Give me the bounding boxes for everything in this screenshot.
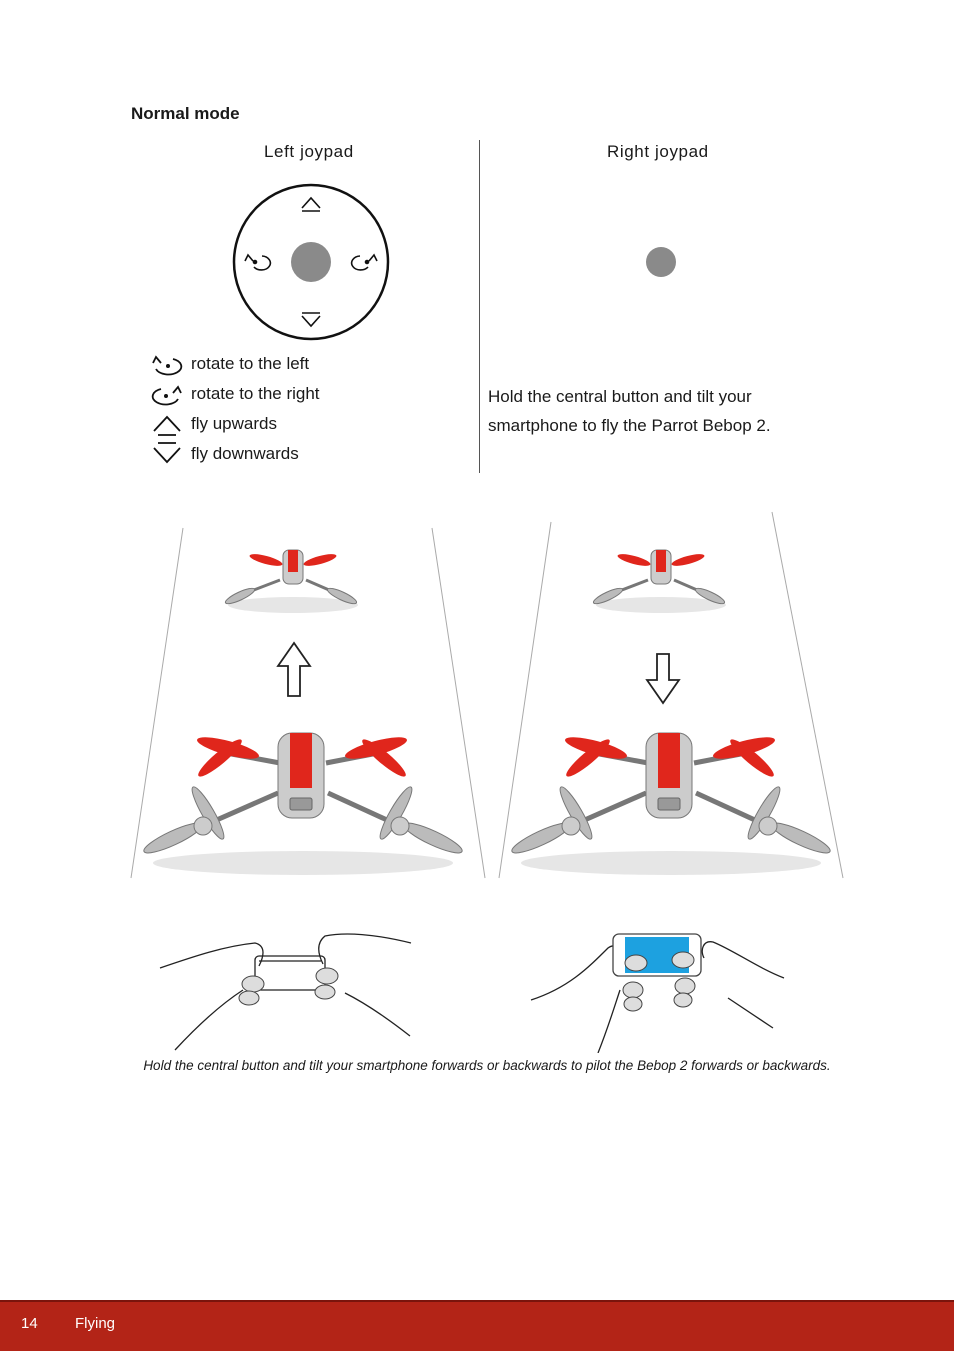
legend-row-fly-down bbox=[150, 439, 299, 469]
arrow-down-icon bbox=[150, 440, 184, 468]
right-joypad-title: Right joypad bbox=[607, 142, 709, 161]
legend-row-rotate-left bbox=[150, 349, 309, 379]
rotate-right-icon bbox=[150, 380, 184, 408]
rotate-left-icon bbox=[150, 350, 184, 378]
illustration-caption: Hold the central button and tilt your smartphone forwards or backwards to pilot the Bebop 2 forwards or backwards. bbox=[143, 1058, 831, 1073]
section-title: Normal mode bbox=[131, 104, 240, 123]
page-footer bbox=[0, 1300, 954, 1351]
small-drone-icon bbox=[224, 550, 358, 613]
legend-label: rotate to the right bbox=[191, 384, 320, 403]
forward-arrow-icon bbox=[278, 643, 310, 696]
legend-row-fly-up bbox=[150, 409, 277, 439]
legend-label: fly downwards bbox=[191, 444, 299, 463]
legend-row-rotate-right bbox=[150, 379, 320, 409]
arrow-up-icon bbox=[150, 410, 184, 438]
small-drone-icon bbox=[592, 550, 726, 613]
hands-phone-tilted-illustration bbox=[155, 928, 420, 1053]
left-joypad-title: Left joypad bbox=[264, 142, 354, 161]
hands-phone-upright-illustration bbox=[528, 928, 790, 1053]
large-drone-icon bbox=[141, 733, 465, 875]
backward-arrow-icon bbox=[647, 654, 679, 703]
footer-section-title: Flying bbox=[75, 1315, 116, 1332]
large-drone-icon bbox=[509, 733, 833, 875]
right-joypad-knob[interactable] bbox=[645, 246, 677, 278]
page-number: 14 bbox=[21, 1315, 38, 1332]
legend-label: rotate to the left bbox=[191, 354, 310, 373]
left-joypad[interactable] bbox=[232, 183, 392, 343]
drone-forward-illustration bbox=[128, 508, 490, 888]
column-divider bbox=[479, 140, 480, 473]
legend-label: fly upwards bbox=[191, 414, 277, 433]
drone-backward-illustration bbox=[496, 508, 850, 888]
left-joypad-knob bbox=[291, 242, 331, 282]
right-joypad-instruction: Hold the central button and tilt your smartphone to fly the Parrot Bebop 2. bbox=[488, 387, 771, 435]
